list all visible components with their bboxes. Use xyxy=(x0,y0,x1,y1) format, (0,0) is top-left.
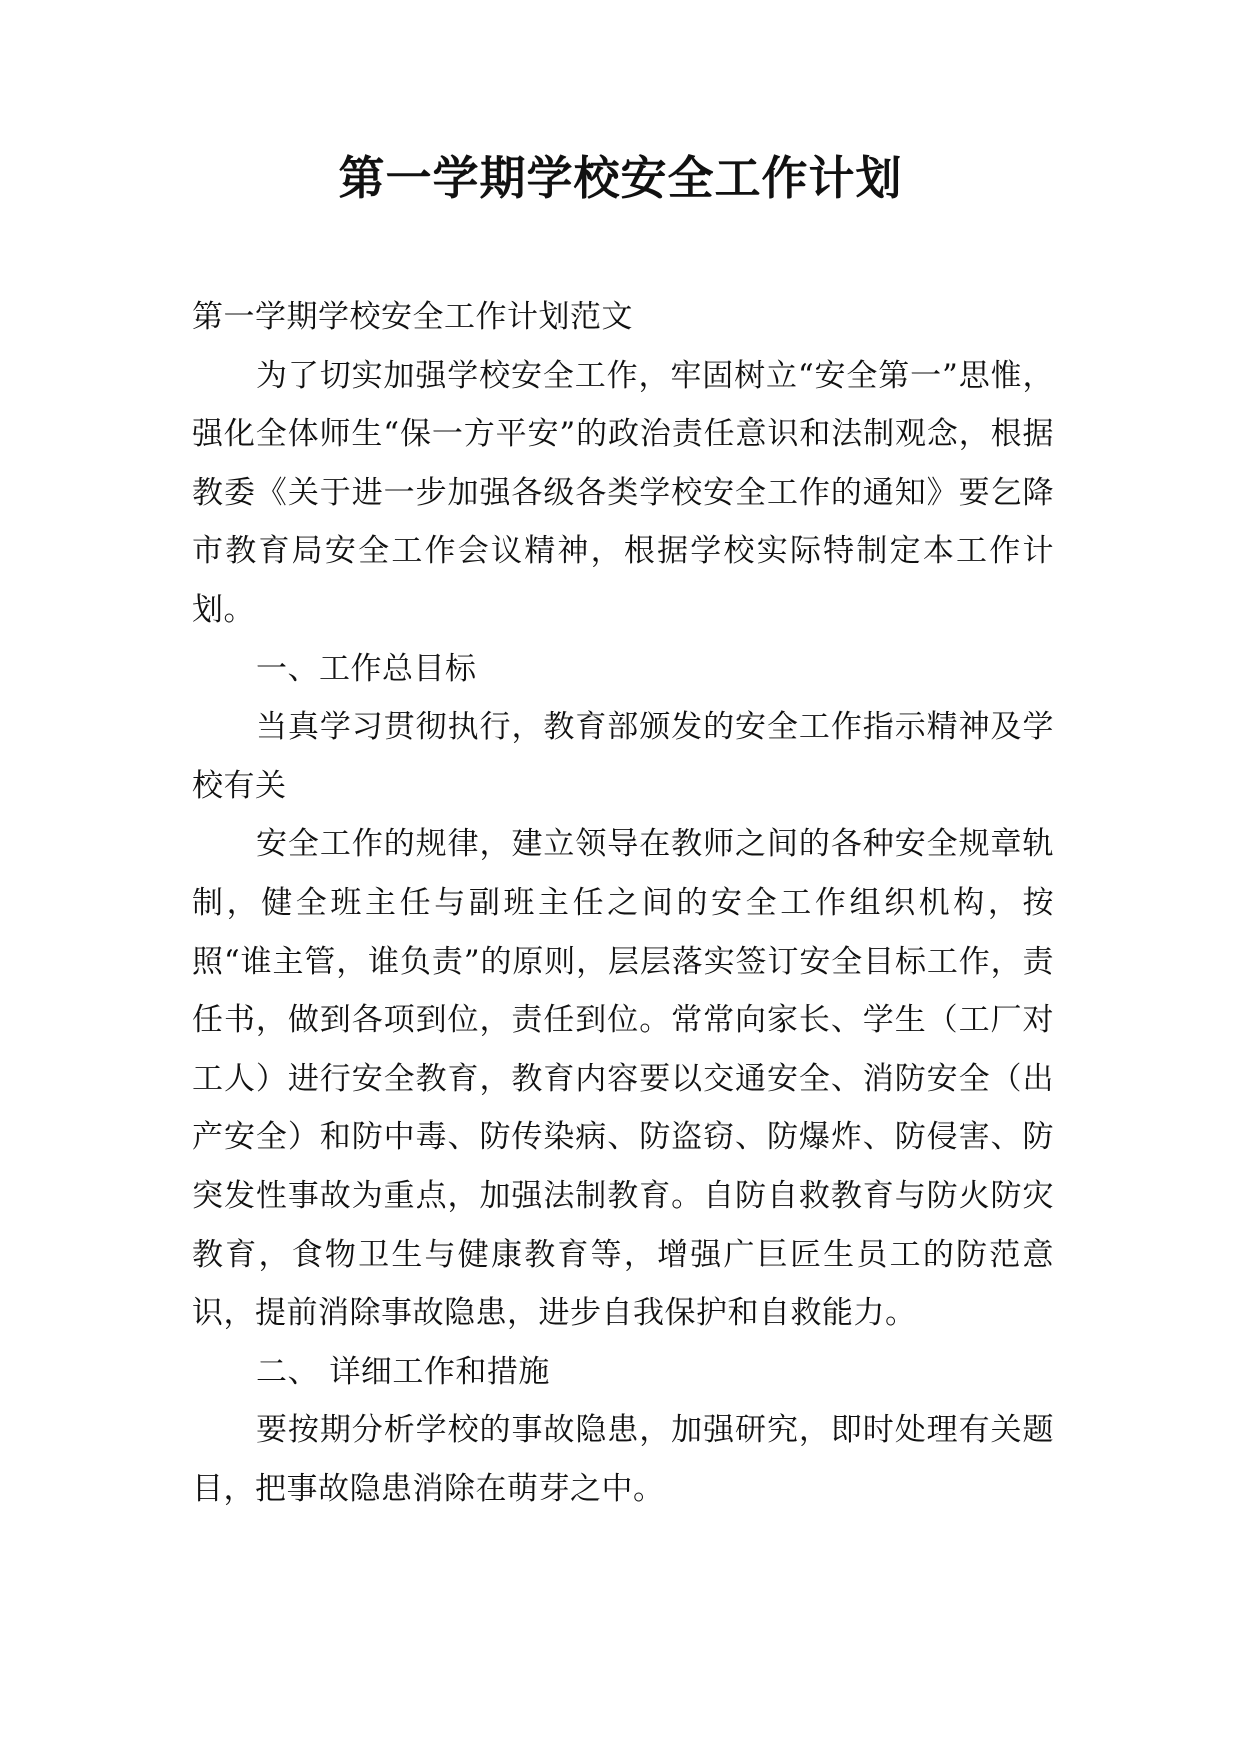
paragraph-measures: 要按期分析学校的事故隐患，加强研究，即时处理有关题目，把事故隐患消除在萌芽之中。 xyxy=(192,1412,1054,1507)
section-heading-1: 一、工作总目标 xyxy=(256,650,477,687)
document-title: 第一学期学校安全工作计划 xyxy=(338,151,903,205)
document-body xyxy=(192,288,1054,1518)
paragraph-intro: 为了切实加强学校安全工作，牢固树立“安全第一”思惟，强化全体师生“保一方平安”的政治责任意识和法制观念，根据教委《关于进一步加强各级各类学校安全工作的通知》要乞降市教育局安全工作会议精神，根据学校实际特制定本工作计划。 xyxy=(192,357,1054,628)
paragraph-goal-detail: 安全工作的规律，建立领导在教师之间的各种安全规章轨制，健全班主任与副班主任之间的安全工作组织机构，按照“谁主管，谁负责”的原则，层层落实签订安全目标工作，责任书，做到各项到位，责任到位。常常向家长、学生（工厂对工人）进行安全教育，教育内容要以交通安全、消防安全（出产安全）和防中毒、防传染病、防盗窃、防爆炸、防侵害、防突发性事故为重点，加强法制教育。自防自救教育与防火防灾教育，食物卫生与健康教育等，增强广巨匠生员工的防范意识，提前消除事故隐患，进步自我保护和自救能力。 xyxy=(192,826,1054,1332)
paragraph-goal-intro: 当真学习贯彻执行，教育部颁发的安全工作指示精神及学校有关 xyxy=(192,709,1054,804)
section-heading-2: 二、 详细工作和措施 xyxy=(256,1353,550,1390)
document-subtitle: 第一学期学校安全工作计划范文 xyxy=(192,299,633,335)
